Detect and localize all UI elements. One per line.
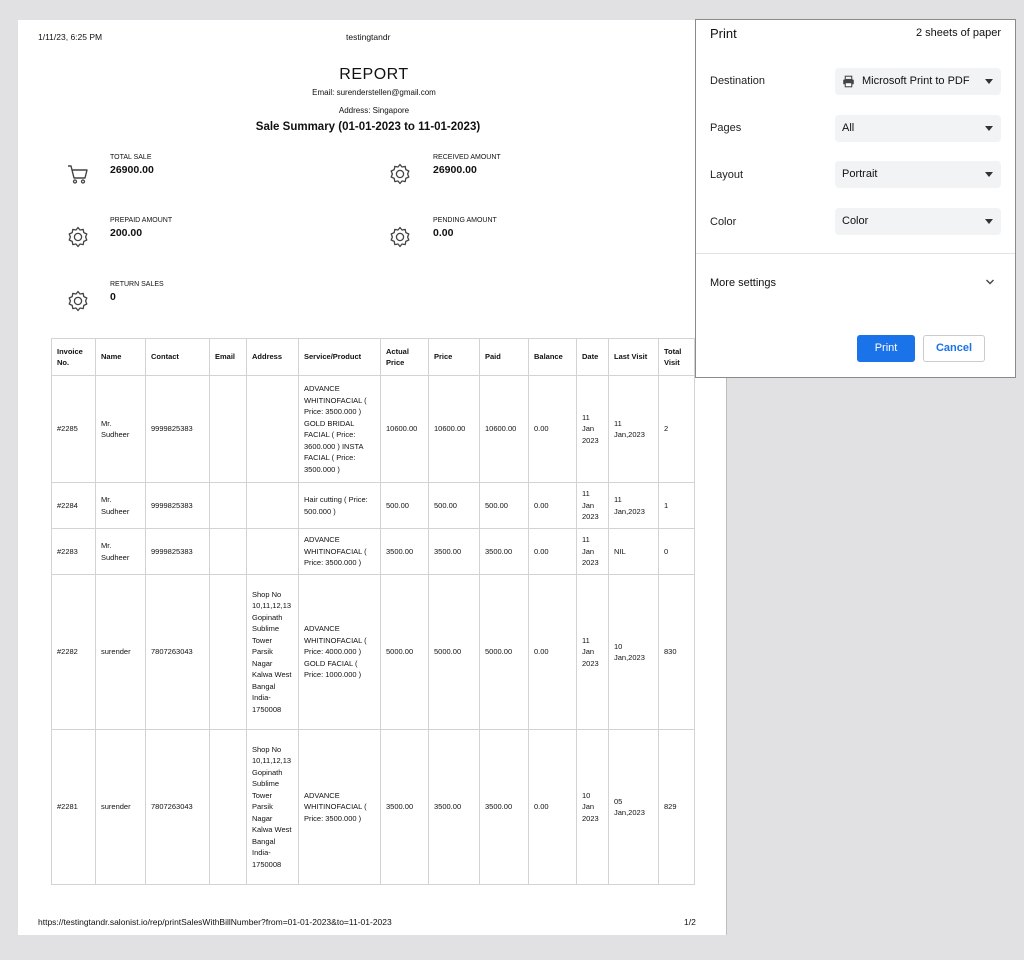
table-cell: 11 Jan,2023 — [609, 376, 659, 483]
destination-label: Destination — [710, 75, 766, 87]
page-number: 1/2 — [684, 917, 696, 927]
report-summary: Sale Summary (01-01-2023 to 11-01-2023) — [255, 121, 481, 133]
table-row — [52, 730, 695, 885]
column-header: Service/Product — [299, 339, 381, 376]
table-cell: 7807263043 — [146, 575, 210, 730]
column-header: Email — [210, 339, 247, 376]
chevron-down-icon — [985, 219, 993, 224]
table-cell: 5000.00 — [381, 575, 429, 730]
table-cell: 11 Jan 2023 — [577, 529, 609, 575]
table-cell: 11 Jan 2023 — [577, 483, 609, 529]
table-cell — [210, 730, 247, 885]
color-label: Color — [710, 216, 737, 228]
table-cell: 10600.00 — [429, 376, 480, 483]
table-cell: ADVANCE WHITINOFACIAL ( Price: 3500.000 ) — [299, 730, 381, 885]
stat-label: RECEIVED AMOUNT — [433, 154, 501, 161]
table-cell: 11 Jan,2023 — [609, 483, 659, 529]
print-date: 1/11/23, 6:25 PM — [38, 32, 103, 42]
destination-select[interactable] — [835, 68, 1001, 95]
table-cell: 5000.00 — [429, 575, 480, 730]
stat-value: 0.00 — [433, 227, 454, 239]
table-cell: Mr. Sudheer — [96, 376, 146, 483]
table-cell — [247, 483, 299, 529]
color-select[interactable] — [835, 208, 1001, 235]
table-cell: 500.00 — [429, 483, 480, 529]
table-cell: 0.00 — [529, 730, 577, 885]
column-header: Contact — [146, 339, 210, 376]
report-email: Email: surenderstellen@gmail.com — [312, 88, 436, 97]
column-header: Balance — [529, 339, 577, 376]
stat-value: 26900.00 — [110, 164, 154, 176]
gear-icon — [66, 289, 90, 313]
report-title: REPORT — [339, 66, 409, 83]
color-value: Color — [842, 215, 869, 227]
table-cell: 3500.00 — [480, 529, 529, 575]
table-cell: 829 — [659, 730, 695, 885]
print-button[interactable]: Print — [857, 335, 915, 362]
gear-icon — [66, 225, 90, 249]
table-cell: ADVANCE WHITINOFACIAL ( Price: 3500.000 ) GOLD BRIDAL FACIAL ( Price: 3600.000 ) INSTA FACIAL ( Price: 3500.000 ) — [299, 376, 381, 483]
table-cell — [247, 529, 299, 575]
pages-select[interactable] — [835, 115, 1001, 142]
table-cell: 10600.00 — [480, 376, 529, 483]
table-cell: 830 — [659, 575, 695, 730]
print-url: https://testingtandr.salonist.io/rep/printSalesWithBillNumber?from=01-01-2023&to=11-01-2023 — [38, 917, 392, 927]
table-cell: 0 — [659, 529, 695, 575]
layout-label: Layout — [710, 169, 744, 181]
table-row — [52, 376, 695, 483]
table-cell: 3500.00 — [429, 529, 480, 575]
table-cell: 9999825383 — [146, 529, 210, 575]
table-cell: 500.00 — [480, 483, 529, 529]
table-cell: 05 Jan,2023 — [609, 730, 659, 885]
table-cell: 0.00 — [529, 376, 577, 483]
table-cell: Mr. Sudheer — [96, 529, 146, 575]
more-settings-toggle[interactable]: More settings — [710, 277, 777, 289]
column-header: Date — [577, 339, 609, 376]
stat-value: 0 — [110, 291, 116, 303]
table-cell: 10600.00 — [381, 376, 429, 483]
column-header: Price — [429, 339, 480, 376]
chevron-down-icon — [985, 79, 993, 84]
table-cell: 1 — [659, 483, 695, 529]
pages-label: Pages — [710, 122, 742, 134]
report-address: Address: Singapore — [338, 106, 410, 115]
stat-label: TOTAL SALE — [110, 154, 152, 161]
stat-value: 200.00 — [110, 227, 143, 239]
sheet-count: 2 sheets of paper — [915, 27, 1001, 39]
table-cell: 11 Jan 2023 — [577, 376, 609, 483]
column-header: Paid — [480, 339, 529, 376]
table-cell: surender — [96, 730, 146, 885]
table-cell — [247, 376, 299, 483]
table-cell: 3500.00 — [381, 529, 429, 575]
column-header: Name — [96, 339, 146, 376]
table-cell: 9999825383 — [146, 376, 210, 483]
table-cell: 7807263043 — [146, 730, 210, 885]
table-cell: ADVANCE WHITINOFACIAL ( Price: 3500.000 ) — [299, 529, 381, 575]
destination-value: Microsoft Print to PDF — [862, 75, 970, 87]
column-header: Last Visit — [609, 339, 659, 376]
gear-icon — [388, 162, 412, 186]
table-row — [52, 483, 695, 529]
table-cell: ADVANCE WHITINOFACIAL ( Price: 4000.000 ) GOLD FACIAL ( Price: 1000.000 ) — [299, 575, 381, 730]
stat-value: 26900.00 — [433, 164, 477, 176]
table-cell — [210, 483, 247, 529]
table-cell: 2 — [659, 376, 695, 483]
table-cell: #2283 — [52, 529, 96, 575]
table-cell: 0.00 — [529, 483, 577, 529]
table-cell: 11 Jan 2023 — [577, 575, 609, 730]
column-header: Address — [247, 339, 299, 376]
table-cell: NIL — [609, 529, 659, 575]
table-cell: 0.00 — [529, 575, 577, 730]
sales-table — [51, 338, 695, 885]
cancel-button[interactable]: Cancel — [923, 335, 985, 362]
stat-label: RETURN SALES — [110, 281, 164, 288]
table-cell: 3500.00 — [429, 730, 480, 885]
table-cell: #2281 — [52, 730, 96, 885]
column-header: Actual Price — [381, 339, 429, 376]
print-dialog — [695, 19, 1016, 378]
print-dialog-title: Print — [710, 26, 737, 41]
table-cell — [210, 376, 247, 483]
printer-icon — [842, 75, 855, 88]
chevron-down-icon[interactable] — [985, 277, 995, 287]
column-header: Total Visit — [659, 339, 695, 376]
table-cell — [210, 575, 247, 730]
table-cell: Hair cutting ( Price: 500.000 ) — [299, 483, 381, 529]
table-cell: 3500.00 — [381, 730, 429, 885]
table-row — [52, 529, 695, 575]
table-cell: Mr. Sudheer — [96, 483, 146, 529]
print-preview-page — [18, 20, 727, 935]
cart-icon — [66, 162, 90, 186]
table-cell: #2284 — [52, 483, 96, 529]
table-header-row — [52, 339, 695, 376]
layout-select[interactable] — [835, 161, 1001, 188]
table-cell: 9999825383 — [146, 483, 210, 529]
stat-label: PREPAID AMOUNT — [110, 217, 173, 224]
table-cell: #2285 — [52, 376, 96, 483]
table-cell: 0.00 — [529, 529, 577, 575]
column-header: Invoice No. — [52, 339, 96, 376]
table-cell: #2282 — [52, 575, 96, 730]
pages-value: All — [842, 122, 855, 134]
dialog-divider — [696, 253, 1015, 254]
table-cell: 500.00 — [381, 483, 429, 529]
print-site-name: testingtandr — [346, 32, 391, 42]
table-cell: Shop No 10,11,12,13 Gopinath Sublime Tower Parsik Nagar Kalwa West Bangal India-1750008 — [247, 575, 299, 730]
chevron-down-icon — [985, 126, 993, 131]
chevron-down-icon — [985, 172, 993, 177]
table-row — [52, 575, 695, 730]
table-cell: 10 Jan,2023 — [609, 575, 659, 730]
table-cell: Shop No 10,11,12,13 Gopinath Sublime Tower Parsik Nagar Kalwa West Bangal India-1750008 — [247, 730, 299, 885]
stat-label: PENDING AMOUNT — [433, 217, 497, 224]
gear-icon — [388, 225, 412, 249]
table-cell: 3500.00 — [480, 730, 529, 885]
table-cell: 10 Jan 2023 — [577, 730, 609, 885]
table-cell: 5000.00 — [480, 575, 529, 730]
table-cell — [210, 529, 247, 575]
table-cell: surender — [96, 575, 146, 730]
layout-value: Portrait — [842, 168, 878, 180]
